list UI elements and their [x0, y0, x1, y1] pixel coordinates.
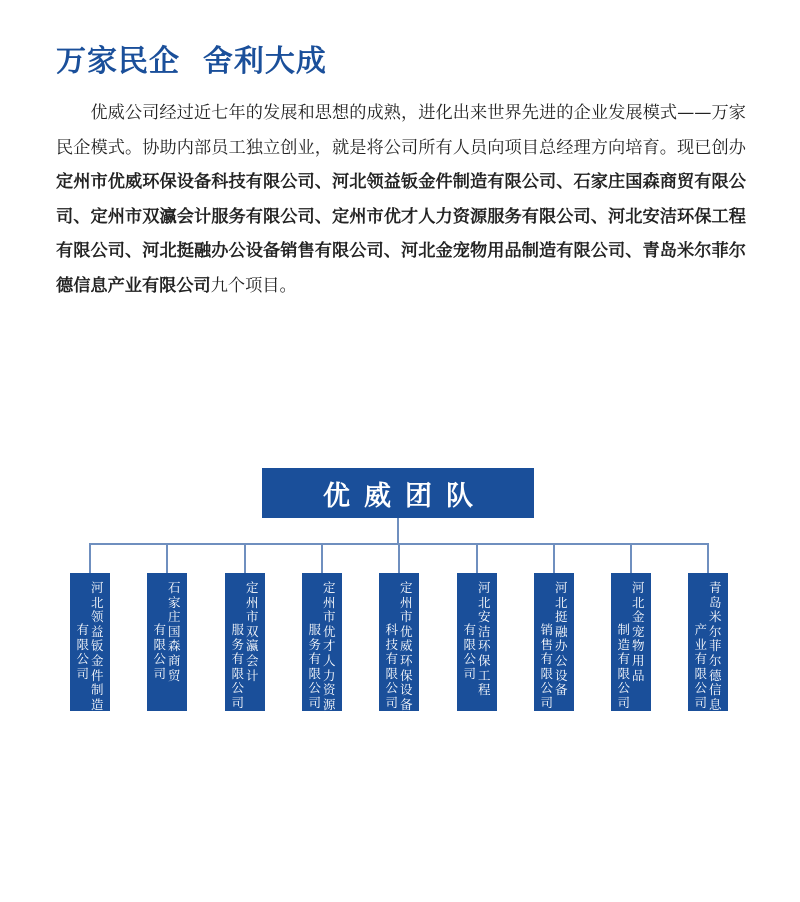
org-chart-member-box — [379, 573, 419, 711]
intro-paragraph — [56, 96, 746, 303]
org-chart-member-box — [688, 573, 728, 711]
connector-member-stem — [244, 543, 246, 573]
connector-member-stem — [89, 543, 91, 573]
member-label-column: 河 北 金 宠 物 用 品 — [632, 580, 645, 683]
org-chart-member-box — [147, 573, 187, 711]
connector-root-stem — [397, 518, 399, 544]
connector-member-stem — [321, 543, 323, 573]
member-label-column: 科 技 有 限 公 司 — [385, 622, 398, 710]
member-label-column: 河 北 领 益 钣 金 件 制 造 — [91, 580, 104, 712]
paragraph-intro: 优威公司经过近七年的发展和思想的成熟，进化出来世界先进的企业发展模式——万家民企模式。协助内部员工独立创业，就是将公司所有人员向项目总经理方向培育。现已创办 — [56, 103, 746, 158]
connector-member-stem — [166, 543, 168, 573]
member-label-column: 产 业 有 限 公 司 — [694, 622, 707, 710]
org-chart-member-box — [70, 573, 110, 711]
member-label-column: 销 售 有 限 公 司 — [540, 622, 553, 710]
org-chart-member-box — [457, 573, 497, 711]
member-label-column: 有 限 公 司 — [463, 622, 476, 681]
paragraph-outro: 九个项目。 — [210, 275, 297, 296]
connector-member-stem — [707, 543, 709, 573]
member-label-column: 青 岛 米 尔 菲 尔 德 信 息 — [709, 580, 722, 712]
org-chart-member-box — [302, 573, 342, 711]
connector-member-stem — [398, 543, 400, 573]
paragraph-company-list: 定州市优威环保设备科技有限公司、河北领益钣金件制造有限公司、石家庄国森商贸有限公司、定州市双瀛会计服务有限公司、定州市优才人力资源服务有限公司、河北安洁环保工程有限公司、河北挺融办公设备销售有限公司、河北金宠物用品制造有限公司、青岛米尔菲尔德信息产业有限公司 — [56, 172, 746, 296]
connector-member-stem — [553, 543, 555, 573]
org-chart-root: 优威团队 — [262, 468, 534, 518]
member-label-column: 定 州 市 优 才 人 力 资 源 — [323, 580, 336, 712]
member-label-column: 河 北 安 洁 环 保 工 程 — [478, 580, 491, 698]
member-label-column: 河 北 挺 融 办 公 设 备 — [555, 580, 568, 698]
connector-member-stem — [476, 543, 478, 573]
org-chart-member-box — [611, 573, 651, 711]
member-label-column: 定 州 市 优 威 环 保 设 备 — [400, 580, 413, 712]
org-chart-member-box — [534, 573, 574, 711]
member-label-column: 制 造 有 限 公 司 — [617, 622, 630, 710]
member-label-column: 有 限 公 司 — [76, 622, 89, 681]
connector-horizontal-bar — [90, 543, 708, 545]
page-title: 万家民企 舍利大成 — [56, 44, 327, 79]
member-label-column: 定 州 市 双 瀛 会 计 — [246, 580, 259, 683]
member-label-column: 有 限 公 司 — [153, 622, 166, 681]
member-label-column: 服 务 有 限 公 司 — [308, 622, 321, 710]
member-label-column: 石 家 庄 国 森 商 贸 — [168, 580, 181, 683]
org-chart-member-box — [225, 573, 265, 711]
member-label-column: 服 务 有 限 公 司 — [231, 622, 244, 710]
connector-member-stem — [630, 543, 632, 573]
